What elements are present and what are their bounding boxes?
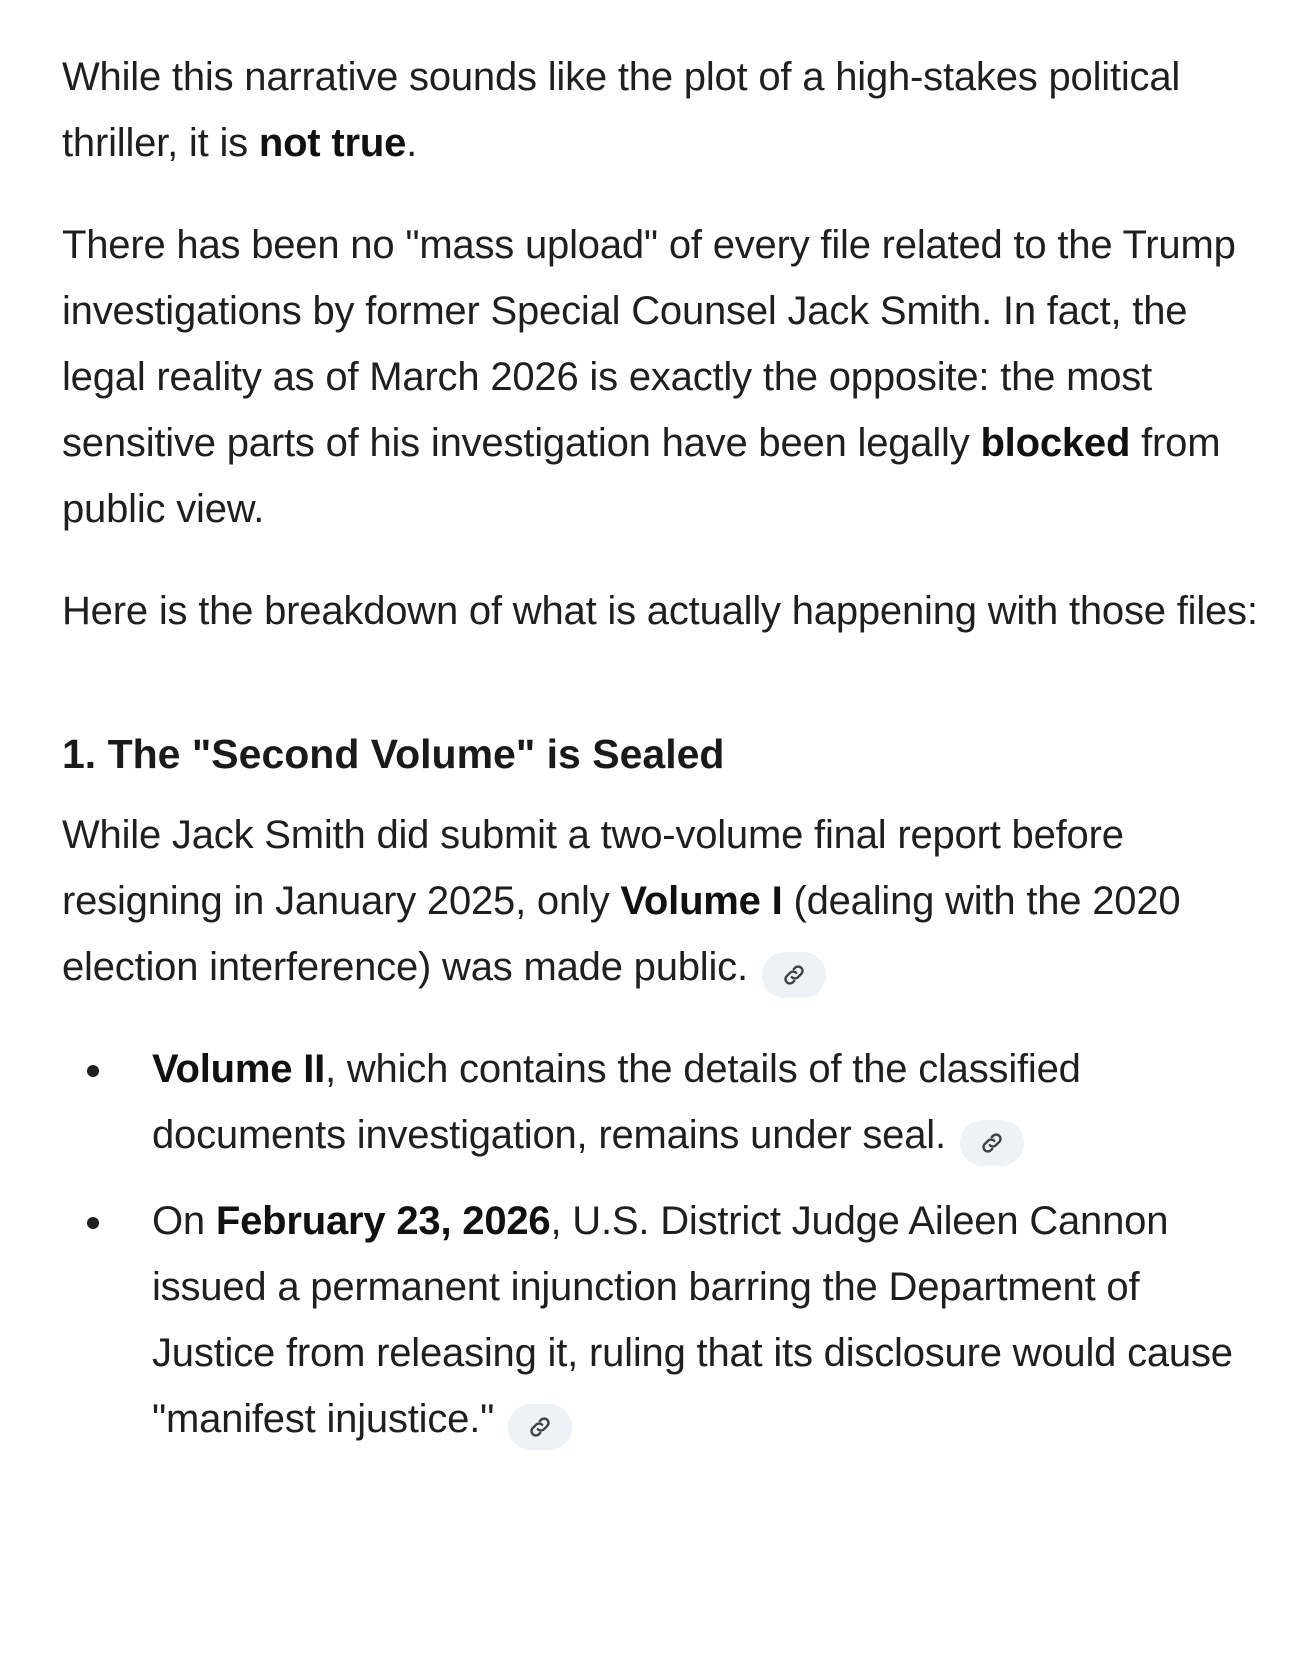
list-item-text xyxy=(152,1036,1262,1168)
bold-text: Volume II xyxy=(152,1047,326,1091)
section-paragraph xyxy=(62,802,1262,1000)
text-run: , which contains the details of the classified documents investigation, remains under seal. xyxy=(152,1047,1081,1157)
bullet-dot xyxy=(87,1065,99,1077)
link-icon xyxy=(979,1130,1005,1156)
text-run: There has been no "mass upload" of every file related to the Trump investigations by former Special Counsel Jack Smith. In fact, the legal reality as of March 2026 is exactly the opposite: the most sensitive parts of his investigation have been legally xyxy=(62,223,1236,465)
text-run: While Jack Smith did submit a two-volume final report before resigning in January 2025, only xyxy=(62,813,1124,923)
list-item-text xyxy=(152,1188,1262,1452)
link-icon xyxy=(527,1414,553,1440)
source-link-chip[interactable] xyxy=(960,1120,1024,1166)
link-icon xyxy=(781,962,807,988)
bold-text: not true xyxy=(258,121,407,165)
list-item xyxy=(62,1036,1262,1168)
text-run: from public view. xyxy=(62,421,1221,531)
list-item xyxy=(62,1188,1262,1452)
text-run: , U.S. District Judge Aileen Cannon issued a permanent injunction barring the Department of Justice from releasing it, ruling that its disclosure would cause "manifest injustice." xyxy=(152,1199,1233,1441)
text-run: On xyxy=(152,1199,216,1243)
bold-text: Volume I xyxy=(620,879,783,923)
source-link-chip[interactable] xyxy=(508,1404,572,1450)
spacer xyxy=(62,680,1262,724)
source-link-chip[interactable] xyxy=(762,952,826,998)
intro-paragraph-1 xyxy=(62,44,1262,176)
intro-paragraph-2 xyxy=(62,212,1262,542)
text-run: While this narrative sounds like the plot of a high-stakes political thriller, it is xyxy=(62,55,1181,165)
text-run: (dealing with the 2020 election interference) was made public. xyxy=(62,879,1181,989)
bullet-list xyxy=(62,1036,1262,1452)
response-content xyxy=(62,44,1262,1472)
intro-paragraph-3: Here is the breakdown of what is actually happening with those files: xyxy=(62,589,1258,633)
bullet-dot xyxy=(87,1217,99,1229)
text-run: . xyxy=(406,121,418,165)
section-heading: 1. The "Second Volume" is Sealed xyxy=(62,731,725,777)
bold-text: February 23, 2026 xyxy=(215,1199,551,1243)
bold-text: blocked xyxy=(980,421,1131,465)
